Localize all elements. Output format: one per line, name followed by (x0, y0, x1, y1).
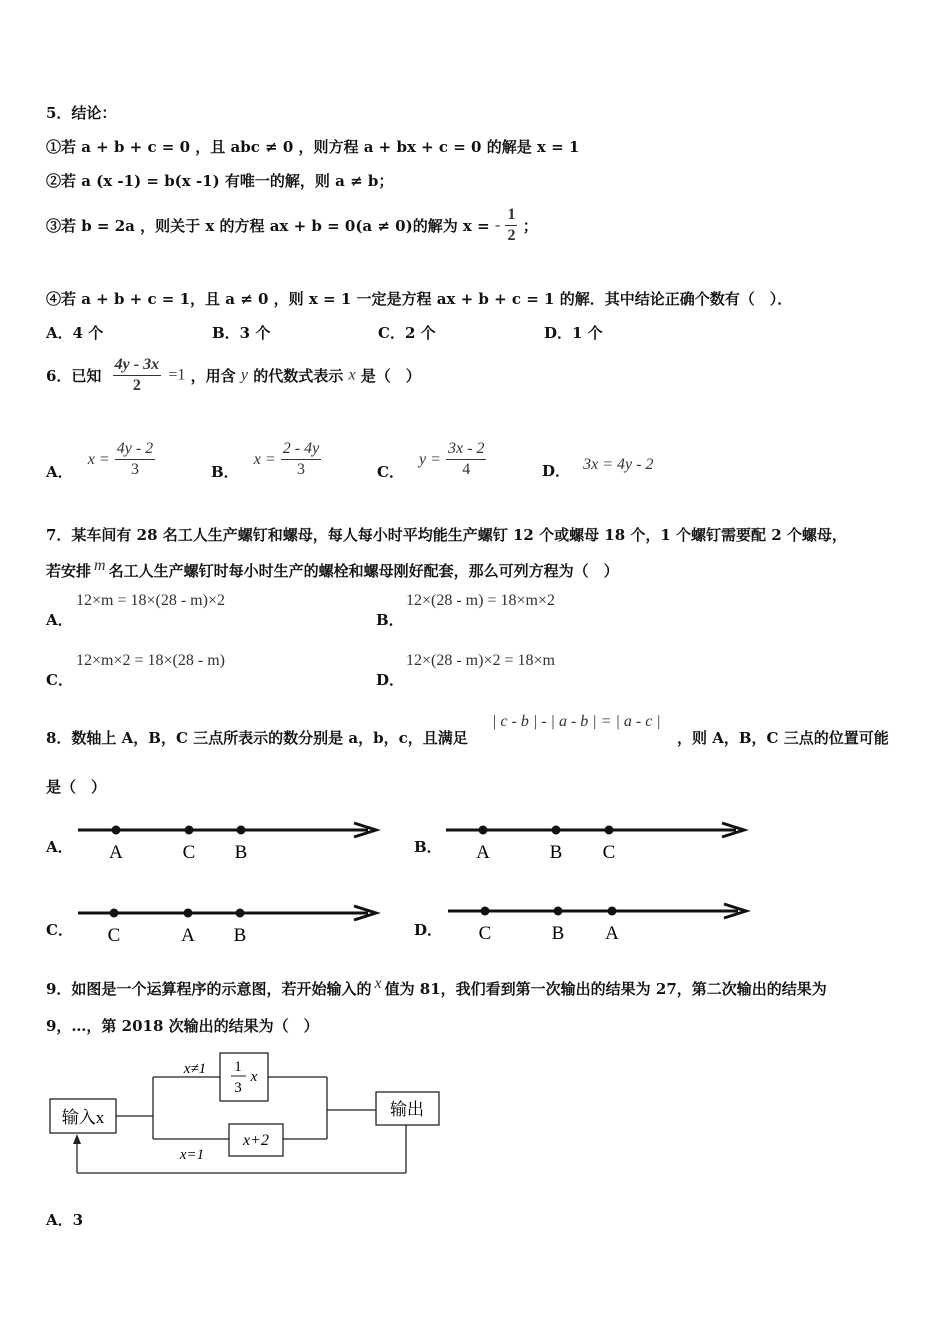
divide-box (220, 1053, 268, 1101)
q6-end: 是（ ） (360, 367, 421, 385)
q6-option-c[interactable] (377, 440, 486, 479)
q5-s3-fraction (505, 206, 517, 245)
q9-flow-diagram (40, 1048, 460, 1180)
q6-option-c-lhs: y = (419, 450, 441, 468)
point-dot (605, 826, 614, 835)
q8-option-c-numberline (76, 899, 386, 949)
q8-option-c-label[interactable]: C． (46, 921, 73, 939)
q6-var-y: y (240, 366, 248, 384)
condition-top: x≠1 (183, 1061, 207, 1077)
q6-option-c-label: C． (377, 463, 404, 481)
q6-mid-1: ，用含 (190, 367, 236, 385)
point-label: C (107, 925, 121, 946)
q6-fraction-denominator: 2 (132, 377, 141, 394)
q5-option-a[interactable]: A．4 个 (46, 324, 104, 342)
q6-option-a-fraction (115, 440, 155, 479)
q7-stem-line-2 (46, 557, 619, 581)
q6-fraction-numerator: 4y - 3x (113, 356, 161, 376)
divide-numerator: 1 (234, 1059, 242, 1075)
point-dot (110, 909, 119, 918)
q5-statement-2: ②若 a (x -1) = b(x -1) 有唯一的解，则 a ≠ b； (46, 172, 394, 190)
q7-stem-line-1: 7．某车间有 28 名工人生产螺钉和螺母，每人每小时平均能生产螺钉 12 个或螺母 18 个，1 个螺钉需要配 2 个螺母， (46, 526, 847, 544)
q5-statement-3 (46, 206, 538, 245)
q6-option-c-num: 3x - 2 (446, 440, 486, 460)
q7-option-c-label: C． (46, 671, 73, 689)
point-label: A (605, 923, 619, 944)
divide-variable: x (250, 1069, 258, 1085)
q8-option-d-label[interactable]: D． (414, 921, 443, 939)
q7-option-c-expr: 12×m×2 = 18×(28 - m) (76, 652, 225, 669)
point-label: A (109, 842, 123, 863)
q8-option-d-numberline (446, 897, 756, 947)
q9-var-x: x (374, 975, 382, 992)
q7-var-m: m (94, 557, 106, 574)
q6-var-x: x (348, 366, 356, 384)
q5-s3-minus: - (494, 216, 501, 234)
point-dot (481, 907, 490, 916)
point-dot (552, 826, 561, 835)
point-dot (237, 826, 246, 835)
q9-option-a[interactable]: A．3 (46, 1211, 84, 1229)
q5-option-d[interactable]: D．1 个 (544, 324, 603, 342)
q6-option-a-label: A． (46, 463, 73, 481)
q5-heading: 5．结论： (46, 104, 117, 122)
q8-option-a-numberline (76, 816, 386, 866)
q7-option-a-expr: 12×m = 18×(28 - m)×2 (76, 592, 225, 609)
q7-option-b-label: B． (376, 611, 404, 629)
q6-option-d-expr: 3x = 4y - 2 (583, 456, 654, 473)
output-label: 输出 (390, 1100, 424, 1119)
add-label: x+2 (243, 1132, 269, 1149)
q6-stem (46, 356, 421, 395)
q9-line1-pre: 9．如图是一个运算程序的示意图，若开始输入的 (46, 980, 372, 998)
point-label: C (478, 923, 492, 944)
q5-statement-4: ④若 a + b + c = 1，且 a ≠ 0 ，则 x = 1 一定是方程 ax + b + c = 1 的解．其中结论正确个数有（ ）． (46, 290, 793, 308)
point-label: A (181, 925, 195, 946)
condition-bottom: x=1 (179, 1147, 205, 1163)
q7-option-b-expr: 12×(28 - m) = 18×m×2 (406, 592, 555, 609)
q6-option-b-lhs: x = (253, 450, 276, 468)
flow-arrow-icon (73, 1134, 81, 1144)
q5-s3-end: ； (522, 217, 538, 235)
point-dot (479, 826, 488, 835)
point-label: B (233, 925, 247, 946)
q8-option-b-numberline (444, 816, 754, 866)
q8-stem-post: ，则 A，B，C 三点的位置可能 (677, 729, 889, 747)
q8-stem-line-2: 是（ ） (46, 778, 107, 796)
q8-option-a-label[interactable]: A． (46, 838, 73, 856)
q5-s3-numerator: 1 (505, 206, 517, 226)
point-label: A (476, 842, 490, 863)
q5-option-c[interactable]: C．2 个 (378, 324, 436, 342)
q6-option-a-num: 4y - 2 (115, 440, 155, 460)
point-dot (236, 909, 245, 918)
q6-option-b-fraction (281, 440, 321, 479)
q6-option-a[interactable] (46, 440, 155, 479)
point-dot (554, 907, 563, 916)
q7-option-a-label: A． (46, 611, 73, 629)
q6-equals-one: =1 (168, 366, 186, 384)
q9-line1-post: 值为 81，我们看到第一次输出的结果为 27，第二次输出的结果为 (384, 980, 827, 998)
point-label: C (182, 842, 196, 863)
input-label: 输入x (61, 1108, 105, 1127)
q6-option-b[interactable] (211, 440, 321, 479)
point-dot (608, 907, 617, 916)
q7-option-d-expr: 12×(28 - m)×2 = 18×m (406, 652, 555, 669)
q6-option-c-fraction (446, 440, 486, 479)
q7-option-d-label: D． (376, 671, 405, 689)
q7-line2-pre: 若安排 (46, 562, 92, 580)
q6-mid-2: 的代数式表示 (253, 367, 344, 385)
point-dot (112, 826, 121, 835)
q8-stem-pre: 8．数轴上 A，B，C 三点所表示的数分别是 a，b，c，且满足 (46, 729, 468, 747)
q5-option-b[interactable]: B．3 个 (212, 324, 271, 342)
point-dot (184, 909, 193, 918)
q6-option-d-label: D． (542, 462, 571, 480)
q6-option-a-lhs: x = (87, 450, 110, 468)
point-label: B (549, 842, 563, 863)
q6-option-b-num: 2 - 4y (281, 440, 321, 460)
q6-option-b-den: 3 (297, 461, 305, 478)
point-dot (185, 826, 194, 835)
q6-option-a-den: 3 (130, 461, 139, 478)
q9-stem-line-2: 9，…，第 2018 次输出的结果为（ ） (46, 1017, 319, 1035)
q7-line2-post: 名工人生产螺钉时每小时生产的螺栓和螺母刚好配套，那么可列方程为（ ） (108, 562, 619, 580)
q9-stem-line-1 (46, 975, 827, 999)
q8-condition: | c - b | - | a - b | = | a - c | (492, 713, 661, 730)
divide-denominator: 3 (234, 1080, 242, 1096)
q8-option-b-label[interactable]: B． (414, 838, 442, 856)
q6-fraction (113, 356, 161, 395)
q5-s3-denominator: 2 (507, 227, 516, 244)
q6-option-d[interactable] (542, 456, 654, 481)
q6-option-b-label: B． (211, 463, 239, 481)
q5-statement-3-text: ③若 b = 2a ，则关于 x 的方程 ax + b = 0(a ≠ 0)的解为 x = (46, 217, 490, 235)
q6-option-c-den: 4 (462, 461, 471, 478)
q5-statement-1: ①若 a + b + c = 0 ，且 abc ≠ 0 ，则方程 a + bx + c = 0 的解是 x = 1 (46, 138, 580, 156)
q6-prefix: 6．已知 (46, 367, 102, 385)
point-label: B (234, 842, 248, 863)
point-label: C (602, 842, 616, 863)
point-label: B (551, 923, 565, 944)
